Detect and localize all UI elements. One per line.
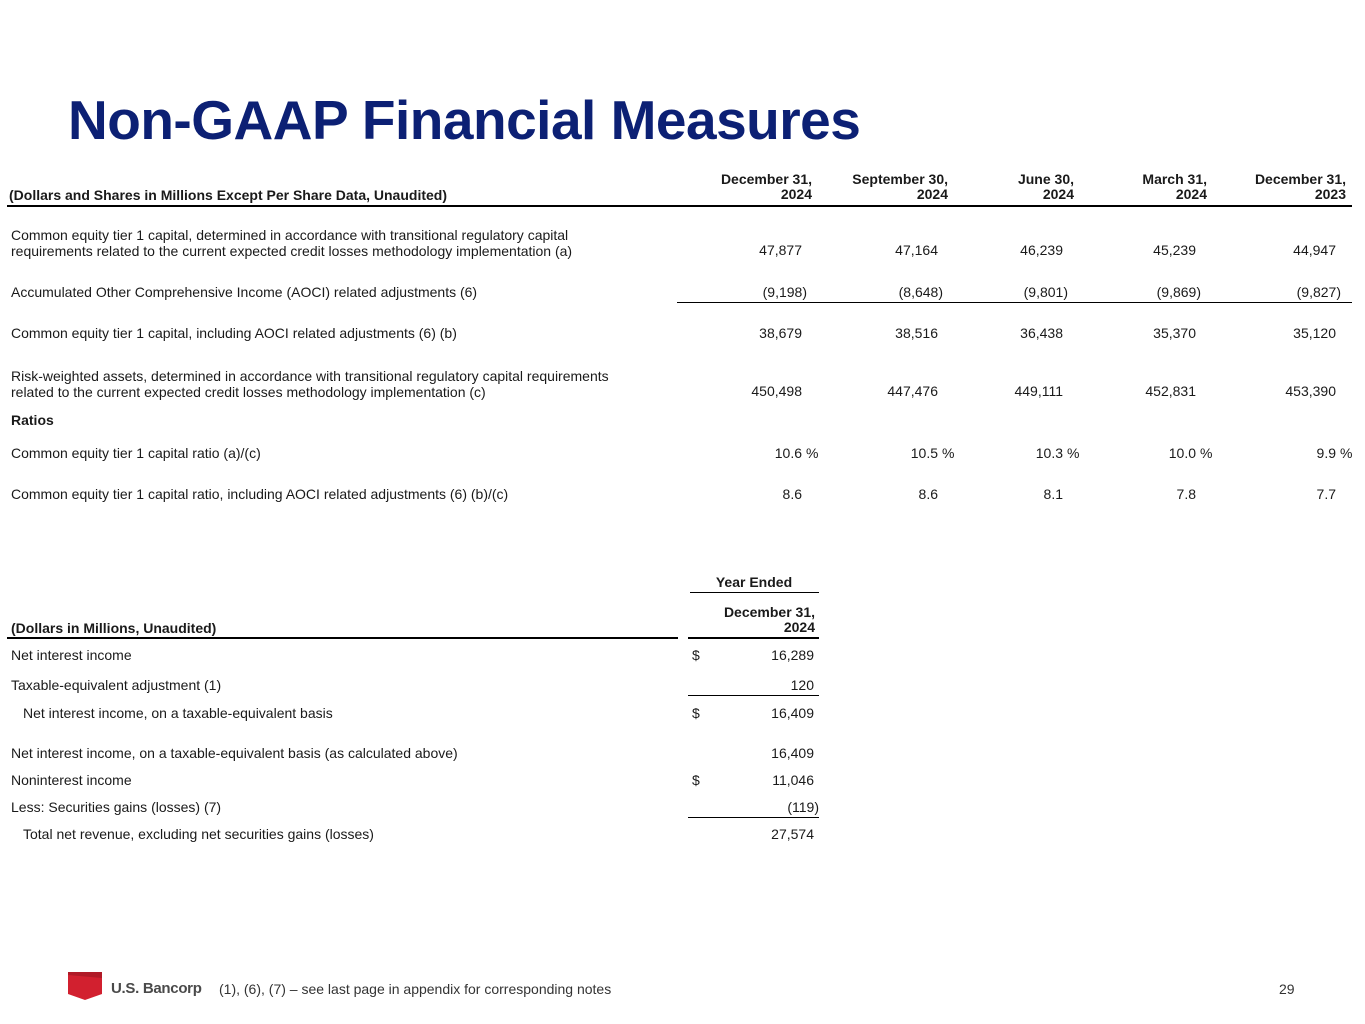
table-cell: (9,198) xyxy=(762,284,807,300)
row-label-cet1: Common equity tier 1 capital, determined in accordance with transitional regulatory capital requirements related to the current expected credit losses methodology implementation (a) xyxy=(11,227,573,259)
percent-sign: % xyxy=(1340,445,1353,461)
table-cell: 35,370 xyxy=(1153,325,1196,341)
subtotal-rule xyxy=(688,695,819,696)
row-label-nii-te-calculated: Net interest income, on a taxable-equivalent basis (as calculated above) xyxy=(11,745,458,761)
table-cell: 38,516 xyxy=(895,325,938,341)
subtotal-rule xyxy=(677,302,1352,303)
table-cell: 7.8 xyxy=(1176,486,1196,502)
year-ended-rule xyxy=(690,592,819,593)
col-header-mar-2024: March 31, 2024 xyxy=(1142,171,1207,202)
table-cell: 452,831 xyxy=(1145,383,1196,399)
table-cell: (119) xyxy=(787,799,819,815)
row-label-nii-te: Net interest income, on a taxable-equivalent basis xyxy=(23,705,333,721)
row-label-securities-gains: Less: Securities gains (losses) (7) xyxy=(11,799,222,815)
table2-caption: (Dollars in Millions, Unaudited) xyxy=(11,620,217,636)
page-number: 29 xyxy=(1279,981,1295,997)
table-cell: 11,046 xyxy=(772,772,814,788)
row-label-aoci: Accumulated Other Comprehensive Income (AOCI) related adjustments (6) xyxy=(11,284,478,300)
col-header-jun-2024: June 30, 2024 xyxy=(1017,171,1074,202)
logo-text: U.S. Bancorp xyxy=(111,980,202,997)
table-cell: 27,574 xyxy=(771,826,814,842)
row-label-te-adjustment: Taxable-equivalent adjustment (1) xyxy=(11,677,222,693)
table-cell: 36,438 xyxy=(1020,325,1063,341)
table1-caption: (Dollars and Shares in Millions Except Per Share Data, Unaudited) xyxy=(9,187,447,203)
row-label-cet1-ratio: Common equity tier 1 capital ratio (a)/(c) xyxy=(11,445,261,461)
year-ended-header: Year Ended xyxy=(715,574,793,590)
table-cell: 16,409 xyxy=(771,745,814,761)
table-cell: 38,679 xyxy=(759,325,802,341)
row-label-cet1-aoci: Common equity tier 1 capital, including AOCI related adjustments (6) (b) xyxy=(11,325,457,341)
table-cell: 449,111 xyxy=(1014,383,1063,399)
table-cell: 46,239 xyxy=(1020,242,1063,258)
table-cell: 8.6 xyxy=(782,486,802,502)
table-cell: (9,827) xyxy=(1296,284,1341,300)
table-cell: 47,164 xyxy=(895,242,938,258)
table-cell: 447,476 xyxy=(887,383,938,399)
table-cell: 35,120 xyxy=(1293,325,1336,341)
col-header-dec-2024: December 31, 2024 xyxy=(720,171,812,202)
row-label-cet1-ratio-aoci: Common equity tier 1 capital ratio, including AOCI related adjustments (6) (b)/(c) xyxy=(11,486,509,502)
percent-sign: % xyxy=(1067,445,1080,461)
table-cell: 453,390 xyxy=(1285,383,1336,399)
header-rule xyxy=(7,637,678,639)
header-rule xyxy=(7,205,1352,207)
table-cell: 8.1 xyxy=(1043,486,1063,502)
revenue-table xyxy=(0,560,830,850)
percent-sign: % xyxy=(942,445,955,461)
table-cell: 47,877 xyxy=(759,242,802,258)
table-cell: 9.9 xyxy=(1316,445,1336,461)
subtotal-rule xyxy=(688,817,819,818)
footnote: (1), (6), (7) – see last page in appendix for corresponding notes xyxy=(219,981,612,997)
row-label-noninterest-income: Noninterest income xyxy=(11,772,132,788)
currency-symbol: $ xyxy=(692,647,700,663)
table-cell: 120 xyxy=(790,677,814,693)
table-cell: (9,869) xyxy=(1156,284,1201,300)
col-header-dec-2024: December 31, 2024 xyxy=(723,604,815,635)
table-cell: 10.3 xyxy=(1035,445,1063,461)
table-cell: (9,801) xyxy=(1023,284,1068,300)
percent-sign: % xyxy=(806,445,819,461)
percent-sign: % xyxy=(1200,445,1213,461)
col-header-sep-2024: September 30, 2024 xyxy=(852,171,948,202)
table-cell: 7.7 xyxy=(1316,486,1336,502)
us-bancorp-shield-icon xyxy=(68,972,102,1000)
table-cell: 450,498 xyxy=(751,383,802,399)
ratios-heading: Ratios xyxy=(11,412,54,428)
table-cell: 10.5 xyxy=(910,445,938,461)
row-label-total-net-revenue: Total net revenue, excluding net securities gains (losses) xyxy=(23,826,374,842)
row-label-nii: Net interest income xyxy=(11,647,132,663)
table-cell: 45,239 xyxy=(1153,242,1196,258)
col-header-dec-2023: December 31, 2023 xyxy=(1254,171,1346,202)
header-rule xyxy=(688,637,819,639)
table-cell: 16,409 xyxy=(771,705,814,721)
row-label-rwa: Risk-weighted assets, determined in accordance with transitional regulatory capital requirements related to the current expected credit losses methodology implementation (c) xyxy=(11,368,609,400)
table-cell: 8.6 xyxy=(918,486,938,502)
currency-symbol: $ xyxy=(692,705,700,721)
page-title: Non-GAAP Financial Measures xyxy=(68,89,861,151)
currency-symbol: $ xyxy=(692,772,700,788)
table-cell: 16,289 xyxy=(771,647,814,663)
table-cell: (8,648) xyxy=(898,284,943,300)
table-cell: 44,947 xyxy=(1293,242,1336,258)
table-cell: 10.0 xyxy=(1168,445,1196,461)
table-cell: 10.6 xyxy=(774,445,802,461)
